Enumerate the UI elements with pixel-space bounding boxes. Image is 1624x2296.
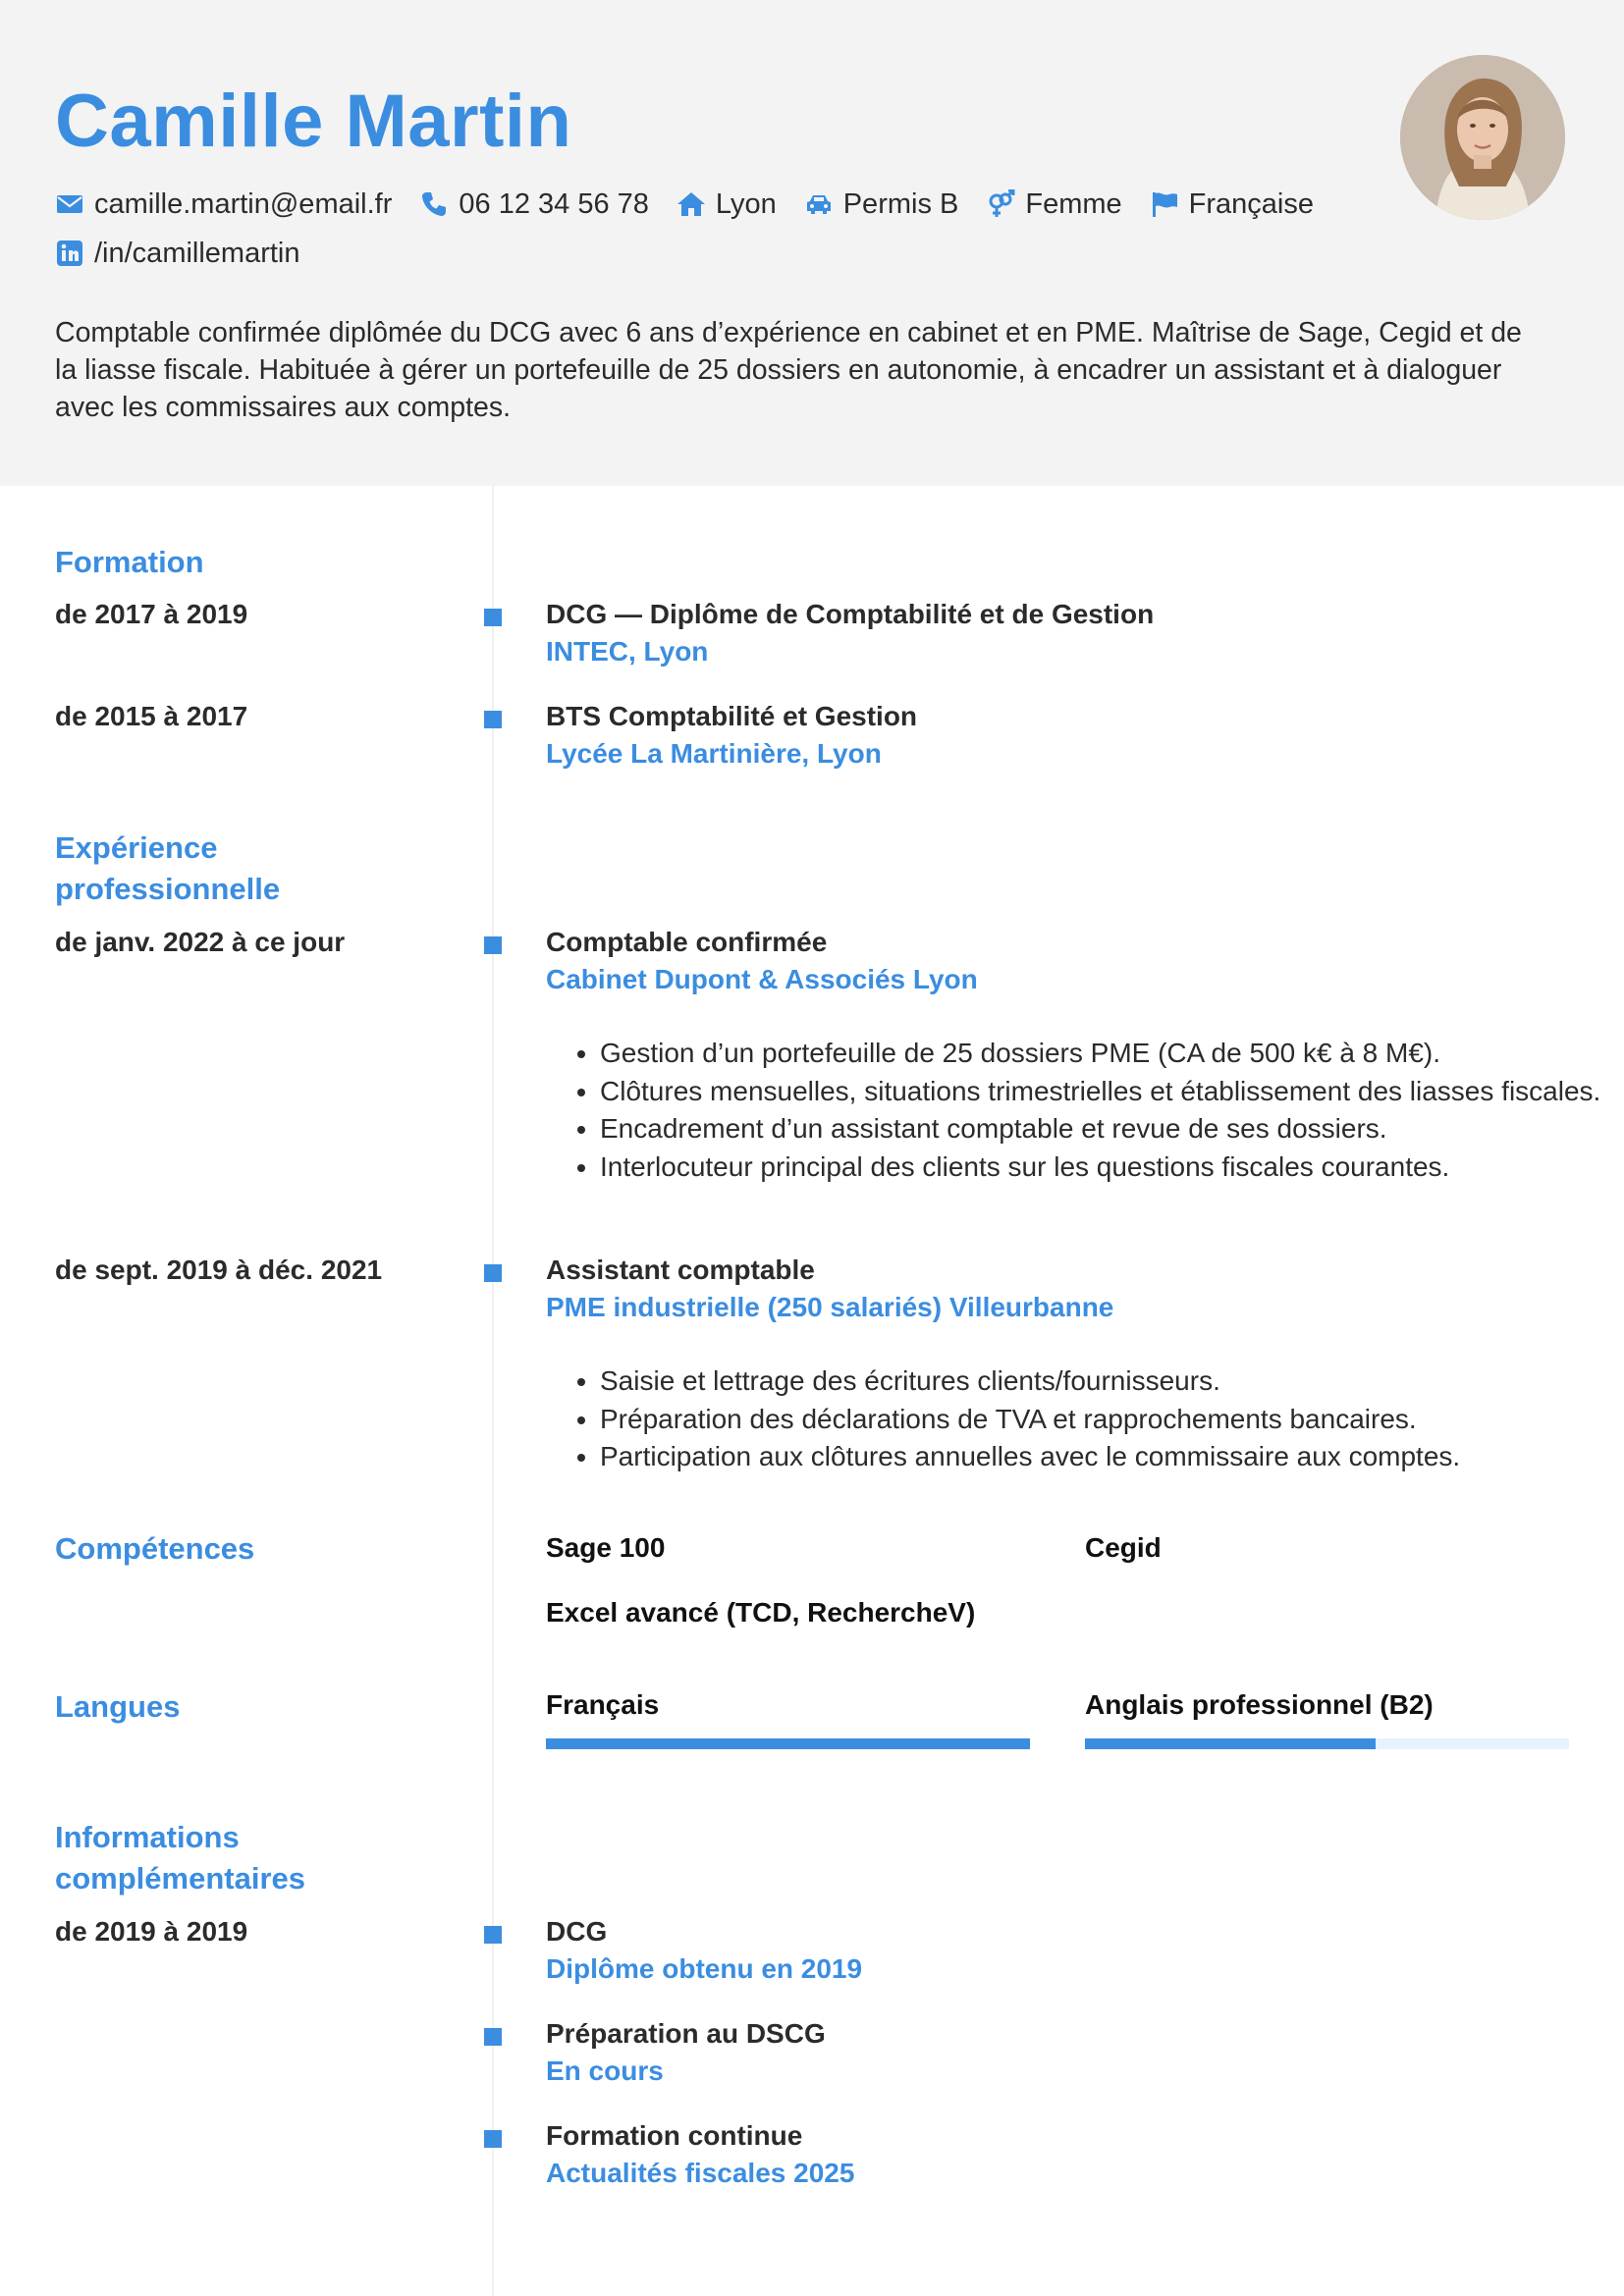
contact-linkedin[interactable]: [55, 236, 300, 271]
car-icon: [804, 189, 834, 219]
contact-email-text: camille.martin@email.fr: [94, 188, 393, 220]
formation-title-2: BTS Comptabilité et Gestion: [546, 701, 918, 731]
contact-email[interactable]: [55, 187, 392, 222]
list-item: • Interlocuteur principal des clients sur les questions fiscales courantes.: [600, 1148, 1621, 1187]
language-level-fill: [546, 1738, 1030, 1749]
section-title-additional-info: Informations complémentaires: [55, 1820, 305, 1896]
contact-gender-text: Femme: [1025, 188, 1122, 220]
info-sub-2: En cours: [546, 2056, 664, 2086]
experience-date-2: de sept. 2019 à déc. 2021: [55, 1255, 383, 1285]
list-item: • Participation aux clôtures annuelles avec le commissaire aux comptes.: [600, 1438, 1621, 1476]
additional-info-date: de 2019 à 2019: [55, 1916, 248, 1947]
list-item: • Préparation des déclarations de TVA et rapprochements bancaires.: [600, 1401, 1621, 1439]
contact-list: [55, 187, 1390, 271]
phone-icon: [419, 189, 449, 219]
list-item: • Clôtures mensuelles, situations trimestrielles et établissement des liasses fiscales.: [600, 1073, 1621, 1111]
info-title-3: Formation continue: [546, 2120, 803, 2151]
contact-license: [804, 187, 959, 222]
section-title-languages: Langues: [55, 1689, 181, 1724]
profile-photo: [1400, 55, 1565, 220]
experience-date-1: de janv. 2022 à ce jour: [55, 927, 346, 957]
timeline-marker: [484, 936, 502, 954]
formation-school-2: Lycée La Martinière, Lyon: [546, 738, 882, 769]
experience-company-1: Cabinet Dupont & Associés Lyon: [546, 964, 978, 994]
experience-company-2: PME industrielle (250 salariés) Villeurbanne: [546, 1292, 1114, 1322]
contact-phone-text: 06 12 34 56 78: [459, 188, 649, 220]
profile-photo-image: [1400, 55, 1565, 220]
language-name-2: Anglais professionnel (B2): [1085, 1689, 1434, 1720]
timeline-marker: [484, 609, 502, 626]
skill-item: Sage 100: [546, 1532, 666, 1563]
timeline-marker: [484, 1926, 502, 1944]
section-title-experience: Expérience professionnelle: [55, 830, 281, 906]
info-sub-3: Actualités fiscales 2025: [546, 2158, 855, 2188]
timeline-marker: [484, 711, 502, 728]
info-sub-1: Diplôme obtenu en 2019: [546, 1953, 863, 1984]
language-name-1: Français: [546, 1689, 660, 1720]
timeline-marker: [484, 2130, 502, 2148]
info-title-2: Préparation au DSCG: [546, 2018, 826, 2049]
experience-title-2: Assistant comptable: [546, 1255, 815, 1285]
gender-icon: [986, 189, 1015, 219]
flag-icon: [1150, 189, 1179, 219]
contact-linkedin-text: /in/camillemartin: [94, 238, 300, 269]
header-band: [0, 0, 1624, 486]
profile-summary: Comptable confirmée diplômée du DCG avec 6 ans d’expérience en cabinet et en PME. Maîtrise de Sage, Cegid et de la liasse fiscale. Habituée à gérer un portefeuille de 25 dossiers en autonomie, à encadrer un assistant et à dialoguer avec les commissaires aux comptes.: [55, 317, 1522, 423]
experience-bullets-1: [546, 1035, 1621, 1186]
skill-item: Excel avancé (TCD, RechercheV): [546, 1597, 976, 1628]
list-item: • Saisie et lettrage des écritures clients/fournisseurs.: [600, 1362, 1621, 1401]
contact-license-text: Permis B: [842, 188, 959, 220]
linkedin-icon: [55, 239, 84, 268]
contact-nationality-text: Française: [1188, 188, 1314, 220]
timeline-divider: [492, 486, 494, 2296]
skill-item: Cegid: [1085, 1532, 1162, 1563]
section-title-formation: Formation: [55, 545, 204, 579]
experience-title-1: Comptable confirmée: [546, 927, 828, 957]
contact-phone[interactable]: [419, 187, 649, 222]
contact-city-text: Lyon: [715, 188, 777, 220]
formation-school-1: INTEC, Lyon: [546, 636, 709, 667]
contact-city: [677, 187, 777, 222]
envelope-icon: [55, 189, 84, 219]
language-level-bar-2: [1085, 1738, 1569, 1749]
timeline-marker: [484, 1264, 502, 1282]
formation-title-1: DCG — Diplôme de Comptabilité et de Gestion: [546, 599, 1155, 629]
list-item: • Gestion d’un portefeuille de 25 dossiers PME (CA de 500 k€ à 8 M€).: [600, 1035, 1621, 1073]
contact-nationality: [1150, 187, 1314, 222]
formation-date-2: de 2015 à 2017: [55, 701, 248, 731]
language-level-fill: [1085, 1738, 1376, 1749]
contact-gender: [986, 187, 1121, 222]
language-level-bar-1: [546, 1738, 1030, 1749]
timeline-marker: [484, 2028, 502, 2046]
list-item: • Encadrement d’un assistant comptable et revue de ses dossiers.: [600, 1110, 1621, 1148]
experience-bullets-2: [546, 1362, 1621, 1476]
formation-date-1: de 2017 à 2019: [55, 599, 248, 629]
section-title-skills: Compétences: [55, 1531, 255, 1566]
candidate-name: Camille Martin: [55, 80, 572, 163]
home-icon: [677, 189, 706, 219]
info-title-1: DCG: [546, 1916, 608, 1947]
